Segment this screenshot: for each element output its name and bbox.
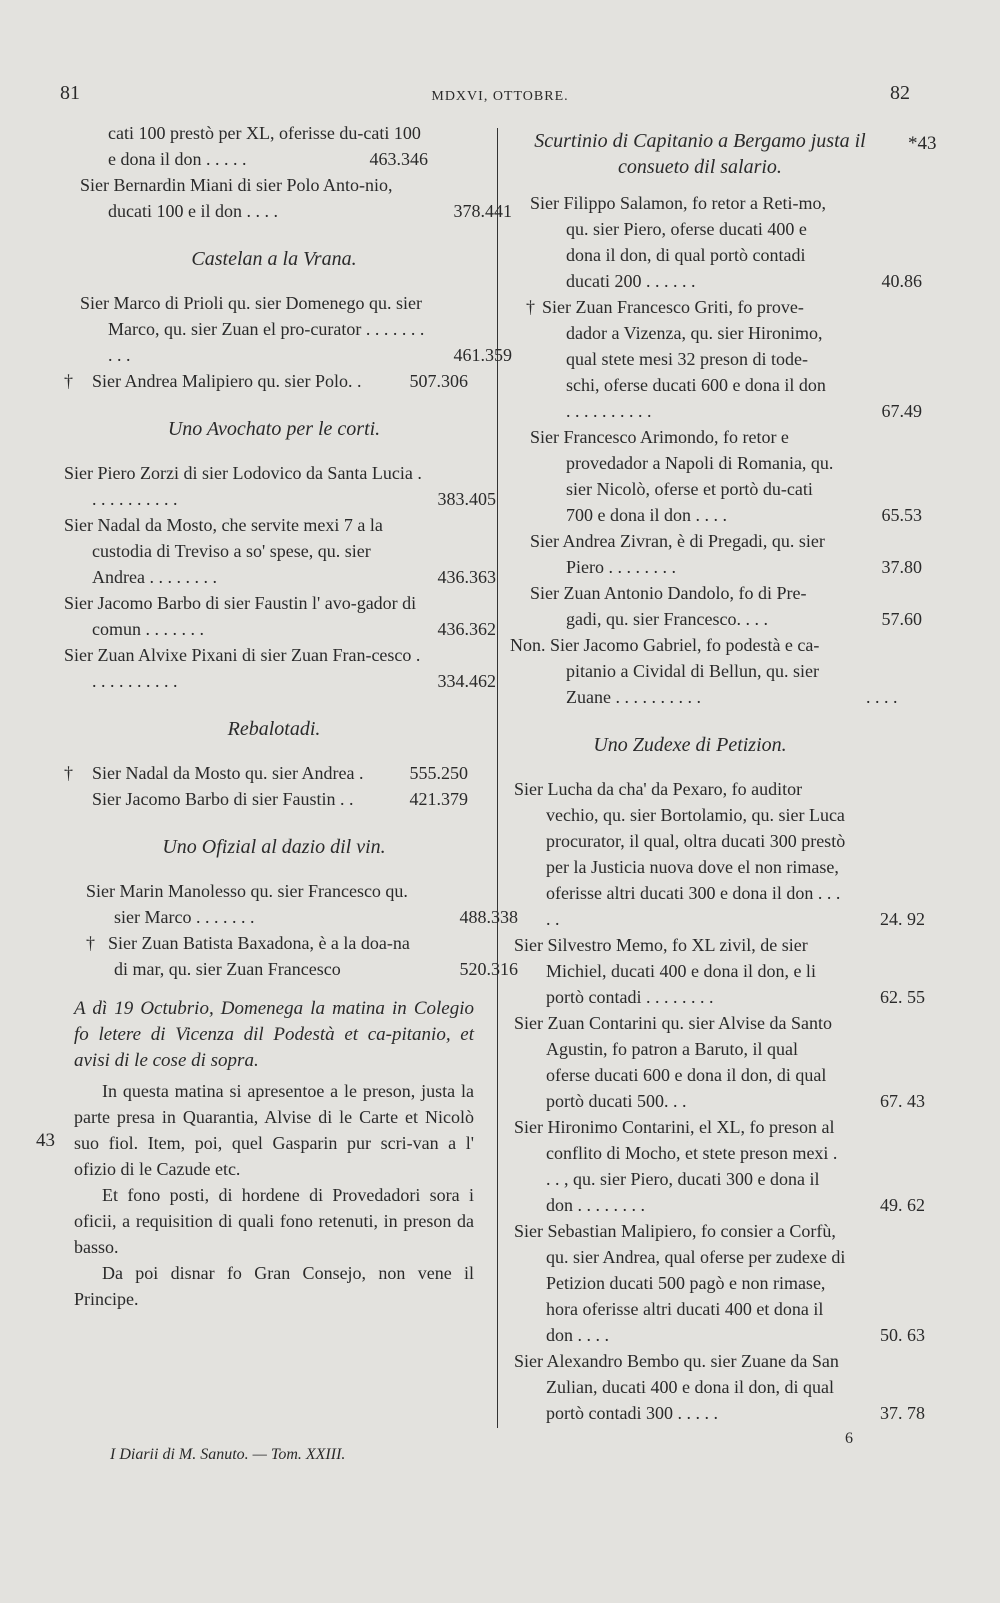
list-item: Sier Jacomo Barbo di sier Faustin . . 421.379 <box>64 786 394 812</box>
list-item: Sier Zuan Antonio Dandolo, fo di Pre-gadi, qu. sier Francesco. . . . 57.60 <box>510 580 834 632</box>
footer-signature: I Diarii di M. Sanuto. — Tom. XXIII. <box>110 1446 346 1463</box>
dagger-mark: † <box>64 763 73 783</box>
paragraph: Et fono posti, di hordene di Provedadori sora i oficii, a requisition di quali fono retenuti, in preson da basso. <box>74 1185 474 1257</box>
vote-value: 49. 62 <box>880 1195 925 1215</box>
vote-value: 67. 43 <box>880 1091 925 1111</box>
vote-value: 57.60 <box>881 609 922 629</box>
column-divider <box>497 128 498 1428</box>
running-title: MDXVI, OTTOBRE. <box>431 89 569 104</box>
margin-number-right: *43 <box>908 133 937 154</box>
paragraph: Da poi disnar fo Gran Consejo, non vene il Principe. <box>74 1263 474 1309</box>
list-item: Sier Andrea Zivran, è di Pregadi, qu. sier Piero . . . . . . . . 37.80 <box>510 528 834 580</box>
vote-value: 488.338 <box>459 907 518 927</box>
section-heading: Uno Avochato per le corti. <box>167 418 381 440</box>
diary-entry-heading: A dì 19 Octubrio, Domenega la matina in Colegio fo letere di Vicenza dil Podestà et ca-pitanio, et avisi di le cose di sopra. <box>74 998 474 1071</box>
list-item: Sier Silvestro Memo, fo XL zivil, de sier Michiel, ducati 400 e dona il don, e li portò contadi . . . . . . . . 62. 55 <box>510 932 846 1010</box>
vote-value: 421.379 <box>409 789 468 809</box>
page-number-left: 81 <box>60 82 80 104</box>
vote-value: 62. 55 <box>880 987 925 1007</box>
list-item: Sier Zuan Contarini qu. sier Alvise da Santo Agustin, fo patron a Baruto, il qual oferse ducati 600 e dona il don, di qual portò ducati 500. . . 67. 43 <box>510 1010 846 1114</box>
vote-value: 67.49 <box>881 401 922 421</box>
section-heading: Uno Zudexe di Petizion. <box>593 734 787 756</box>
dagger-mark: † <box>64 371 73 391</box>
vote-value: 507.306 <box>409 371 468 391</box>
non-mark: Non. <box>510 635 546 655</box>
vote-value: 463.346 <box>369 149 428 169</box>
list-item: † Sier Andrea Malipiero qu. sier Polo. . 507.306 <box>64 368 384 394</box>
vote-value: 436.363 <box>437 567 496 587</box>
list-item: Sier Hironimo Contarini, el XL, fo preson al conflito di Mocho, et stete preson mexi . . . , qu. sier Piero, ducati 300 e dona il don . . . . . . . . 49. 62 <box>510 1114 846 1218</box>
list-item: Sier Bernardin Miani di sier Polo Anto-nio, ducati 100 e il don . . . . 378.441 <box>80 172 428 224</box>
left-column <box>64 120 518 1312</box>
list-item: Sier Alexandro Bembo qu. sier Zuane da San Zulian, ducati 400 e dona il don, di qual portò contadi 300 . . . . . 37. 78 <box>510 1348 846 1426</box>
list-item: Sier Marin Manolesso qu. sier Francesco qu. sier Marco . . . . . . . 488.338 <box>64 878 424 930</box>
list-item: Sier Zuan Alvixe Pixani di sier Zuan Fran-cesco . . . . . . . . . . . 334.462 <box>64 642 422 694</box>
list-item: cati 100 prestò per XL, oferisse du-cati 100 e dona il don . . . . . 463.346 <box>64 120 428 172</box>
list-item: Sier Nadal da Mosto, che servite mexi 7 a la custodia di Treviso a so' spese, qu. sier Andrea . . . . . . . . 436.363 <box>64 512 422 590</box>
vote-value: 383.405 <box>437 489 496 509</box>
vote-value: 50. 63 <box>880 1325 925 1345</box>
vote-value: 37. 78 <box>880 1403 925 1423</box>
list-item: Sier Lucha da cha' da Pexaro, fo auditor vechio, qu. sier Bortolamio, qu. sier Luca procurator, il qual, oltra ducati 300 prestò per la Justicia nuova dove el non rimase, oferisse altri ducati 300 e dona il don . . . . . 24. 92 <box>510 776 846 932</box>
margin-number-left: 43 <box>36 1130 55 1151</box>
right-column <box>510 120 925 1426</box>
section-heading: Scurtinio di Capitanio a Bergamo justa il consueto dil salario. <box>534 130 866 178</box>
list-item: Sier Marco di Prioli qu. sier Domenego qu. sier Marco, qu. sier Zuan el pro-curator . . . . . . . . . . 461.359 <box>64 290 428 368</box>
list-item: † Sier Zuan Francesco Griti, fo prove-dador a Vizenza, qu. sier Hironimo, qual stete mesi 32 preson di tode-schi, oferse ducati 600 e dona il don . . . . . . . . . . 67.49 <box>510 294 834 424</box>
list-item: Sier Piero Zorzi di sier Lodovico da Santa Lucia . . . . . . . . . . . 383.405 <box>64 460 422 512</box>
list-item: † Sier Nadal da Mosto qu. sier Andrea . 555.250 <box>64 760 394 786</box>
vote-value: 378.441 <box>453 201 512 221</box>
page-number-right: 82 <box>890 82 910 104</box>
list-item: Sier Francesco Arimondo, fo retor e provedador a Napoli di Romania, qu. sier Nicolò, oferse et portò du-cati 700 e dona il don . . . . 65.53 <box>510 424 834 528</box>
vote-value: 436.362 <box>437 619 496 639</box>
list-item: Sier Filippo Salamon, fo retor a Reti-mo, qu. sier Piero, oferse ducati 400 e dona il don, di qual portò contadi ducati 200 . . . . . . 40.86 <box>510 190 834 294</box>
section-heading: Castelan a la Vrana. <box>191 248 357 270</box>
vote-value: 555.250 <box>409 763 468 783</box>
section-heading: Rebalotadi. <box>227 718 321 740</box>
vote-value: 520.316 <box>459 959 518 979</box>
paragraph: In questa matina si apresentoe a le preson, justa la parte presa in Quarantia, Alvise di le Carte et Nicolò suo fiol. Item, poi, quel Gasparin pur scri-van a l' ofizio di le Cazude etc. <box>74 1081 474 1179</box>
vote-value: 24. 92 <box>880 909 925 929</box>
list-item: Sier Jacomo Barbo di sier Faustin l' avo-gador di comun . . . . . . . 436.362 <box>64 590 422 642</box>
dagger-mark: † <box>86 933 95 953</box>
section-heading: Uno Ofizial al dazio dil vin. <box>162 836 386 858</box>
signature-mark: 6 <box>845 1430 853 1447</box>
vote-value: 40.86 <box>881 271 922 291</box>
list-item: Non. Sier Jacomo Gabriel, fo podestà e ca-pitanio a Cividal di Bellun, qu. sier Zuane . . . . . . . . . . . . . . <box>510 635 898 707</box>
list-item: Sier Sebastian Malipiero, fo consier a Corfù, qu. sier Andrea, qual oferse per zudexe di Petizion ducati 500 pagò e non rimase, hora oferisse altri ducati 400 et dona il don . . . . 50. 63 <box>510 1218 846 1348</box>
vote-value: 461.359 <box>453 345 512 365</box>
vote-value: 65.53 <box>881 505 922 525</box>
vote-value: 37.80 <box>881 557 922 577</box>
list-item: † Sier Zuan Batista Baxadona, è a la doa-na di mar, qu. sier Zuan Francesco 520.316 <box>64 930 424 982</box>
dagger-mark: † <box>526 297 535 317</box>
vote-value: 334.462 <box>437 671 496 691</box>
